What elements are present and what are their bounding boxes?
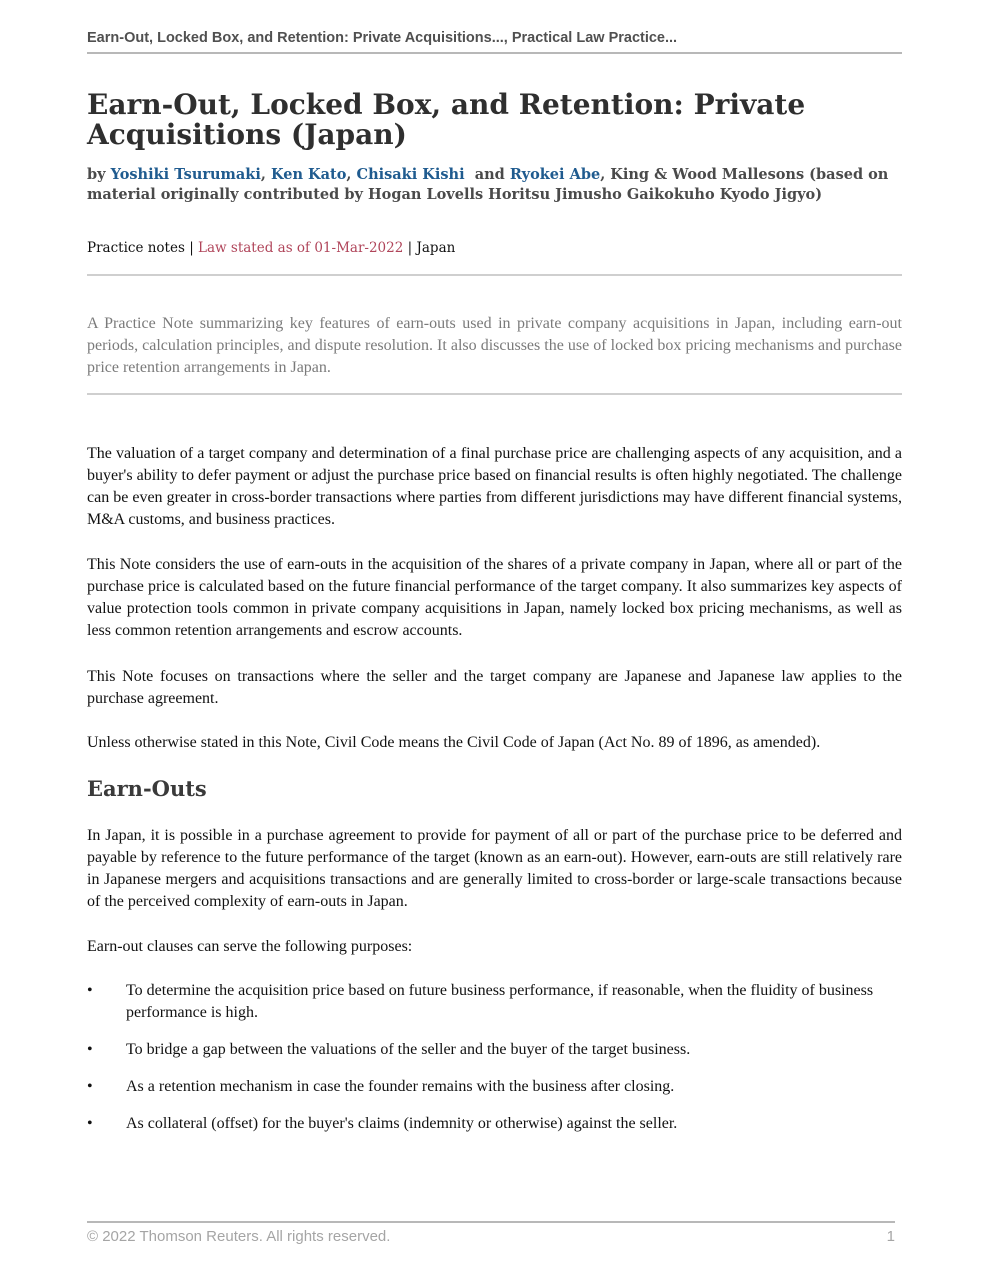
meta-separator: |: [184, 240, 199, 256]
document-meta: [87, 238, 902, 276]
author-link-kato[interactable]: Ken Kato: [270, 166, 347, 183]
meta-separator: |: [403, 240, 417, 256]
byline: [87, 165, 902, 205]
body-paragraph: Unless otherwise stated in this Note, Civil Code means the Civil Code of Japan (Act No. 89 of 1896, as amended).: [87, 734, 821, 751]
list-item-text: To determine the acquisition price based on future business performance, if reasonable, when the fluidity of business performance is high.: [126, 982, 874, 1021]
list-item: [87, 1039, 902, 1061]
document-title: Earn-Out, Locked Box, and Retention: Private Acquisitions (Japan): [87, 88, 806, 151]
byline-separator: ,: [260, 166, 271, 183]
running-header: Earn-Out, Locked Box, and Retention: Private Acquisitions..., Practical Law Practice...: [87, 30, 902, 54]
list-item-text: As a retention mechanism in case the founder remains with the business after closing.: [126, 1078, 675, 1095]
byline-separator: ,: [346, 166, 357, 183]
page-number: 1: [886, 1228, 895, 1245]
copyright-notice: © 2022 Thomson Reuters. All rights reserved.: [87, 1228, 391, 1245]
list-item: [87, 1113, 902, 1135]
summary-abstract: A Practice Note summarizing key features of earn-outs used in private company acquisitions in Japan, including earn-out periods, calculation principles, and dispute resolution. It also discusses the use of locked box pricing mechanisms and purchase price retention arrangements in Japan.: [87, 313, 902, 395]
body-paragraph: The valuation of a target company and determination of a final purchase price are challenging aspects of any acquisition, and a buyer's ability to defer payment or adjust the purchase price based on financial results is often highly negotiated. The challenge can be even greater in cross-border transactions where parties from different jurisdictions may have different financial systems, M&A customs, and business practices.: [87, 445, 902, 528]
bullet-icon: •: [87, 1115, 93, 1132]
body-paragraph: Earn-out clauses can serve the following purposes:: [87, 938, 413, 955]
author-link-tsurumaki[interactable]: Yoshiki Tsurumaki: [110, 166, 261, 183]
section-heading-earn-outs: Earn-Outs: [87, 776, 207, 801]
bullet-icon: •: [87, 1078, 93, 1095]
byline-prefix: by: [87, 166, 111, 183]
list-item-text: To bridge a gap between the valuations of the seller and the buyer of the target business.: [126, 1041, 691, 1058]
resource-type: Practice notes: [87, 240, 185, 256]
bullet-icon: •: [87, 982, 93, 999]
body-paragraph: This Note considers the use of earn-outs in the acquisition of the shares of a private company in Japan, where all or part of the purchase price is calculated based on the future financial performance of the target company. It also summarizes key aspects of value protection tools common in private company acquisitions in Japan, namely locked box pricing mechanisms, as well as less common retention arrangements and escrow accounts.: [87, 556, 902, 639]
purposes-list: [87, 980, 902, 1150]
bullet-icon: •: [87, 1041, 93, 1058]
body-paragraph: This Note focuses on transactions where the seller and the target company are Japanese and Japanese law applies to the purchase agreement.: [87, 668, 902, 707]
author-link-kishi[interactable]: Chisaki Kishi: [356, 166, 465, 183]
list-item-text: As collateral (offset) for the buyer's claims (indemnity or otherwise) against the seller.: [126, 1115, 678, 1132]
page-footer: [87, 1221, 895, 1245]
author-link-abe[interactable]: Ryokei Abe: [509, 166, 601, 183]
list-item: [87, 980, 902, 1024]
byline-and: and: [464, 166, 510, 183]
body-paragraph: In Japan, it is possible in a purchase agreement to provide for payment of all or part of the purchase price to be deferred and payable by reference to the future performance of the target (known as an earn-out). However, earn-outs are still relatively rare in Japanese mergers and acquisitions transactions and are generally limited to cross-border or large-scale transactions because of the perceived complexity of earn-outs in Japan.: [87, 827, 902, 910]
jurisdiction: Japan: [416, 240, 456, 256]
law-stated-date: Law stated as of 01-Mar-2022: [198, 240, 404, 256]
list-item: [87, 1076, 902, 1098]
byline-affiliation: , King & Wood Mallesons (based on material originally contributed by Hogan Lovells Horitsu Jimusho Gaikokuho Kyodo Jigyo): [87, 166, 889, 203]
